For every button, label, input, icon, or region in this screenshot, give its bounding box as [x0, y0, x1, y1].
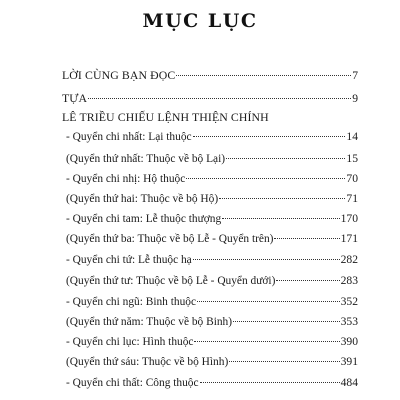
dot-leader: [176, 75, 351, 76]
dot-leader: [88, 98, 351, 99]
toc-entry: [62, 68, 358, 83]
dot-leader: [233, 321, 340, 322]
toc-entry: [66, 274, 358, 288]
dot-leader: [229, 361, 339, 362]
toc-entry-label: - Quyển chi nhất: Lại thuộc: [66, 131, 192, 143]
toc-entry: [66, 152, 358, 166]
toc-entry-page: 7: [352, 69, 358, 82]
dot-leader: [194, 341, 339, 342]
toc-entry-label: (Quyển thứ ba: Thuộc về bộ Lễ - Quyển trên): [66, 233, 274, 245]
toc-entry-label: - Quyển chi tam: Lễ thuộc thượng: [66, 213, 222, 225]
toc-entry: [66, 355, 358, 369]
toc-section-heading: [62, 110, 269, 124]
toc-entry: [66, 130, 358, 144]
toc-entry-page: 391: [340, 355, 358, 368]
toc-entry-page: 352: [340, 295, 358, 308]
toc-entry-page: 390: [340, 335, 358, 348]
toc-entry-label: (Quyển thứ năm: Thuộc về bộ Binh): [66, 316, 233, 328]
dot-leader: [193, 259, 340, 260]
toc-entry-label: - Quyển chi tứ: Lễ thuộc hạ: [66, 254, 192, 266]
toc-entry: [66, 253, 358, 267]
toc-entry-label: - Quyển chi thất: Công thuộc: [66, 377, 199, 389]
toc-entry-label: (Quyển thứ nhất: Thuộc về bộ Lại): [66, 153, 226, 165]
toc-entry: [66, 335, 358, 349]
dot-leader: [276, 280, 339, 281]
toc-entry-page: 171: [340, 232, 358, 245]
toc-entry-label: TỰA: [62, 91, 88, 105]
toc-entry-page: 70: [346, 172, 358, 185]
dot-leader: [200, 382, 340, 383]
toc-entry: [66, 212, 358, 226]
toc-entry-page: 282: [340, 253, 358, 266]
toc-entry: [66, 376, 358, 390]
toc-entry: [66, 172, 358, 186]
dot-leader: [186, 178, 345, 179]
toc-entry: [66, 192, 358, 206]
dot-leader: [219, 198, 345, 199]
toc-entry-label: - Quyển chi nhị: Hộ thuộc: [66, 173, 186, 185]
toc-entry-page: 14: [346, 130, 358, 143]
toc-entry-page: 353: [340, 315, 358, 328]
toc-entry-label: LÊ TRIỀU CHIẾU LỆNH THIỆN CHÍNH: [62, 110, 269, 124]
dot-leader: [226, 158, 345, 159]
toc-entry: [66, 315, 358, 329]
dot-leader: [197, 301, 340, 302]
toc-entry-label: (Quyển thứ hai: Thuộc về bộ Hộ): [66, 193, 219, 205]
page-title: MỤC LỤC: [142, 10, 258, 32]
dot-leader: [193, 136, 346, 137]
toc-entry-label: - Quyển chi ngũ: Binh thuộc: [66, 296, 197, 308]
toc-entry: [66, 295, 358, 309]
toc-entry-label: LỜI CÙNG BẠN ĐỌC: [62, 68, 176, 82]
toc-entry-page: 15: [346, 152, 358, 165]
toc-entry-page: 9: [352, 92, 358, 105]
toc-entry-page: 283: [340, 274, 358, 287]
toc-entry-page: 71: [346, 192, 358, 205]
toc-entry-page: 170: [340, 212, 358, 225]
dot-leader: [222, 218, 339, 219]
dot-leader: [274, 238, 339, 239]
toc-entry: [66, 232, 358, 246]
toc-entry-label: (Quyển thứ tư: Thuộc về bộ Lễ - Quyển dưới): [66, 275, 276, 287]
toc-entry-label: (Quyển thứ sáu: Thuộc về bộ Hình): [66, 356, 229, 368]
toc-entry-page: 484: [340, 376, 358, 389]
toc-entry-label: - Quyển chi lục: Hình thuộc: [66, 336, 194, 348]
toc-entry: [62, 91, 358, 106]
